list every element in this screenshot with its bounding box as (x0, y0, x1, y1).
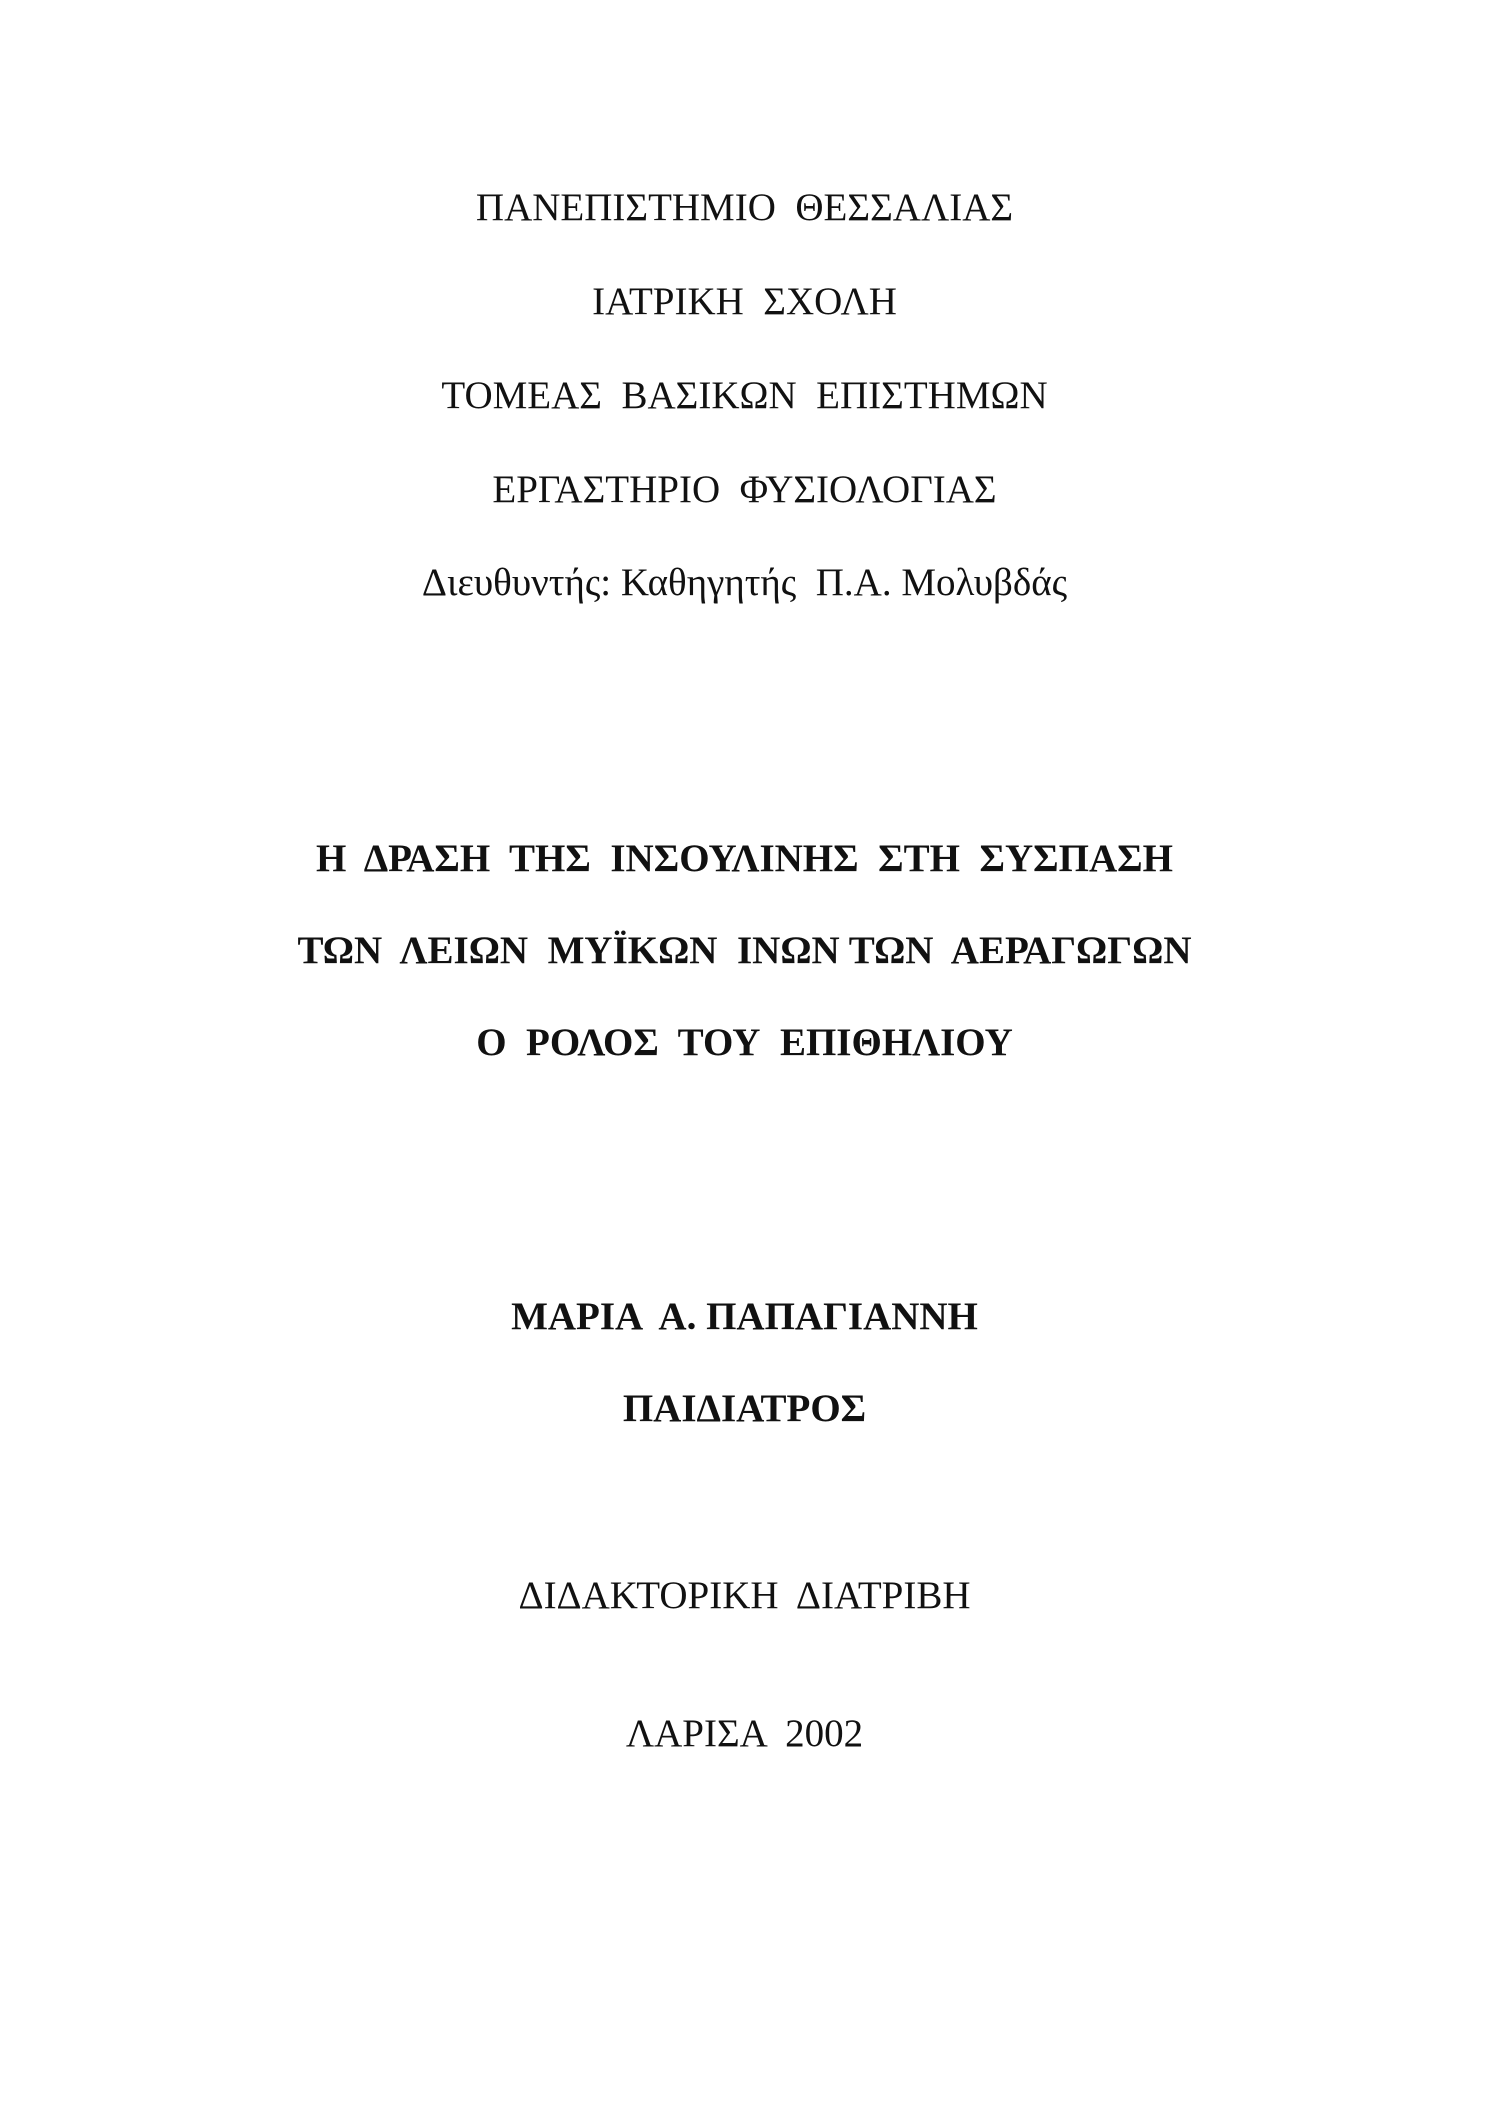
university-name: ΠΑΝΕΠΙΣΤΗΜΙΟ ΘΕΣΣΑΛΙΑΣ (475, 186, 1014, 229)
document-type: ΔΙΔΑΚΤΟΡΙΚΗ ΔΙΑΤΡΙΒΗ (518, 1574, 971, 1617)
title-line-3: Ο ΡΟΛΟΣ ΤΟΥ ΕΠΙΘΗΛΙΟΥ (476, 1021, 1013, 1064)
title-line-2: ΤΩΝ ΛΕΙΩΝ ΜΥΪΚΩΝ ΙΝΩΝ ΤΩΝ ΑΕΡΑΓΩΓΩΝ (297, 929, 1192, 972)
laboratory-name: ΕΡΓΑΣΤΗΡΙΟ ΦΥΣΙΟΛΟΓΙΑΣ (492, 468, 997, 511)
author-name: ΜΑΡΙΑ Α. ΠΑΠΑΓΙΑΝΝΗ (511, 1295, 978, 1338)
school-name: ΙΑΤΡΙΚΗ ΣΧΟΛΗ (592, 280, 897, 323)
department-name: ΤΟΜΕΑΣ ΒΑΣΙΚΩΝ ΕΠΙΣΤΗΜΩΝ (441, 374, 1048, 417)
author-specialty: ΠΑΙΔΙΑΤΡΟΣ (622, 1387, 867, 1430)
place-year: ΛΑΡΙΣΑ 2002 (625, 1712, 864, 1755)
title-line-1: Η ΔΡΑΣΗ ΤΗΣ ΙΝΣΟΥΛΙΝΗΣ ΣΤΗ ΣΥΣΠΑΣΗ (316, 837, 1173, 880)
director-line: Διευθυντής: Καθηγητής Π.Α. Μολυβδάς (421, 561, 1068, 604)
